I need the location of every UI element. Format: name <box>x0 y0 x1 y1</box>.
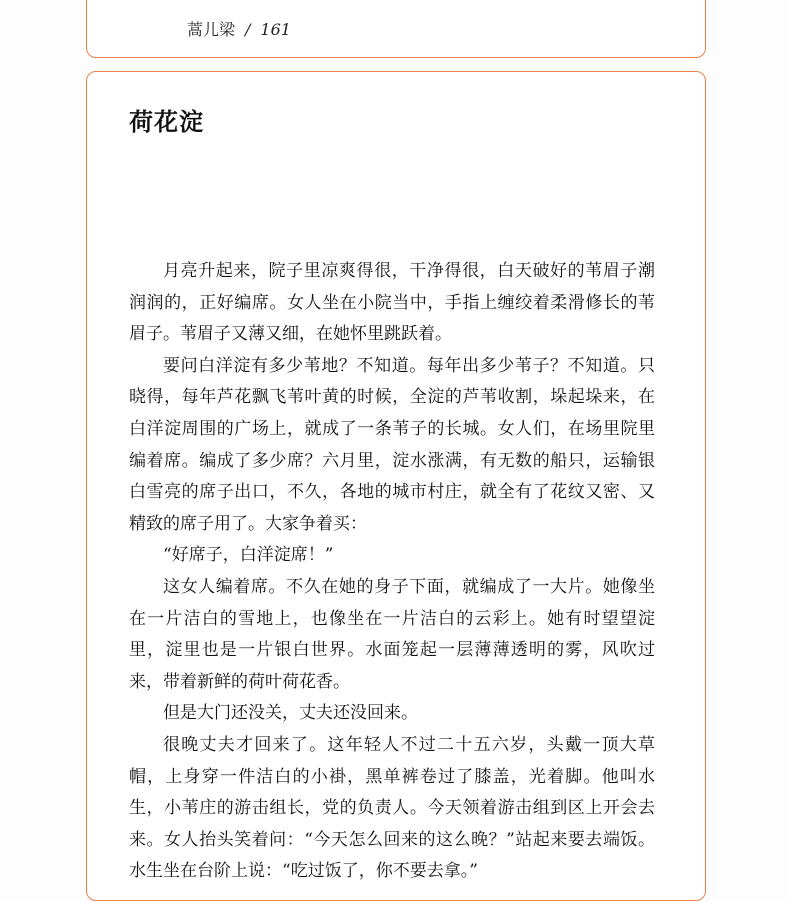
header-separator: / <box>245 20 251 39</box>
paragraph: 但是大门还没关，丈夫还没回来。 <box>163 703 418 724</box>
paragraph: 月亮升起来，院子里凉爽得很，干净得很，白天破好的苇眉子潮润润的，正好编席。女人坐在小院当中，手指上缠绞着柔滑修长的苇眉子。苇眉子又薄又细，在她怀里跳跃着。 <box>129 261 655 345</box>
paragraph: 要问白洋淀有多少苇地？不知道。每年出多少苇子？不知道。只晓得，每年芦花飘飞苇叶黄的时候，全淀的芦苇收割，垛起垛来，在白洋淀周围的广场上，就成了一条苇子的长城。女人们，在场里院里编着席。编成了多少席？六月里，淀水涨满，有无数的船只，运输银白雪亮的席子出口，不久，各地的城市村庄，就全有了花纹又密、又精致的席子用了。大家争着买： <box>129 355 655 534</box>
chapter-body <box>129 256 655 888</box>
chapter-page-card <box>86 71 706 901</box>
paragraph: “好席子，白洋淀席！” <box>163 545 334 566</box>
paragraph: 很晚丈夫才回来了。这年轻人不过二十五六岁，头戴一顶大草帽，上身穿一件洁白的小褂，黑单裤卷过了膝盖，光着脚。他叫水生，小苇庄的游击组长，党的负责人。今天领着游击组到区上开会去来。女人抬头笑着问：“今天怎么回来的这么晚？”站起来要去端饭。水生坐在台阶上说：“吃过饭了，你不要去拿。” <box>129 734 655 882</box>
header-author: 蒿儿梁 <box>187 20 236 39</box>
paragraph: 这女人编着席。不久在她的身子下面，就编成了一大片。她像坐在一片洁白的雪地上，也像坐在一片洁白的云彩上。她有时望望淀里，淀里也是一片银白世界。水面笼起一层薄薄透明的雾，风吹过来，带着新鲜的荷叶荷花香。 <box>129 576 655 692</box>
chapter-title: 荷花淀 <box>129 107 204 136</box>
page-number: 161 <box>260 20 291 39</box>
previous-page-card <box>86 0 706 58</box>
running-header <box>187 17 291 40</box>
